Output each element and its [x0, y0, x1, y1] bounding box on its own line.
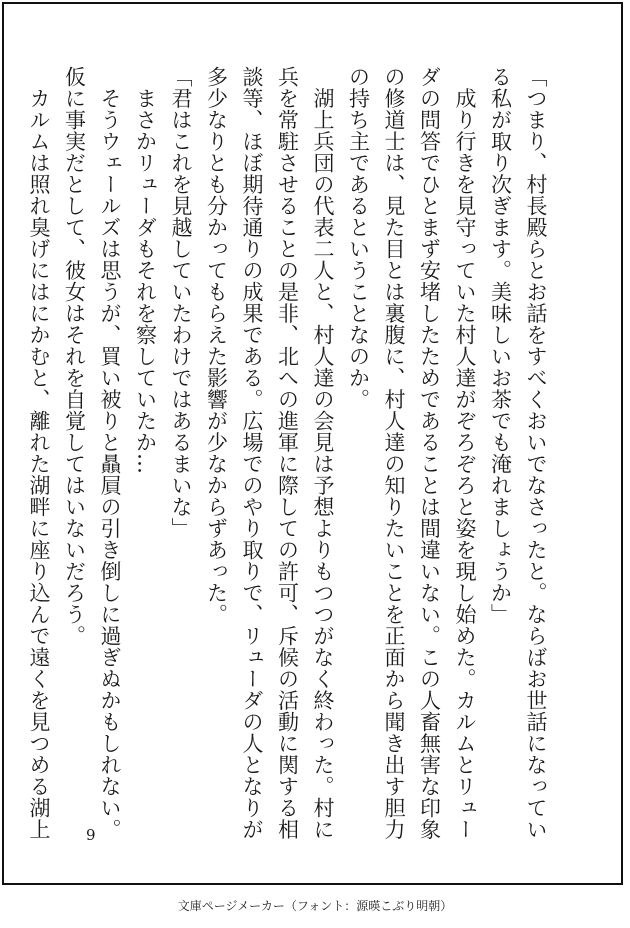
text-line-4: ダの問答でひとまず安堵したためであることは間違いない。この人畜無害な印象 — [417, 66, 442, 840]
text-line-6: の持ち主であるということなのか。 — [346, 66, 371, 410]
body-text — [27, 66, 553, 840]
text-line-13: そうウェールズは思うが、買い被りと贔屓の引き倒しに過ぎぬかもしれない。 — [98, 66, 122, 840]
text-line-3: 成り行きを見守っていた村人達がぞろぞろと姿を現し始めた。カルムとリュー — [453, 66, 477, 840]
text-line-1: 「つまり、村長殿らとお話をすべくおいでなさったと。ならばお世話になってい — [524, 66, 548, 840]
text-line-10: 多少なりとも分かってもらえた影響が少なからずあった。 — [204, 66, 229, 625]
text-line-11: 「君はこれを見越していたわけではあるまいな」 — [169, 66, 193, 539]
page-frame — [2, 2, 623, 885]
footer-credit: 文庫ページメーカー（フォント：源暎こぶり明朝） — [177, 899, 453, 913]
text-line-14: 仮に事実だとして、彼女はそれを自覚してはいないだろう。 — [62, 66, 87, 647]
text-line-5: の修道士は、見た目とは裏腹に、村人達の知りたいことを正面から聞き出す胆力 — [382, 66, 406, 840]
text-line-12: まさかリューダもそれを察していたか… — [133, 66, 158, 475]
text-line-9: 談等、ほぼ期待通りの成果である。広場でのやり取りで、リューダの人となりが — [240, 66, 264, 840]
text-line-8: 兵を常駐させることの是非、北への進軍に際しての許可、斥候の活動に関する相 — [275, 66, 300, 840]
page-number: 9 — [86, 826, 96, 844]
text-line-2: る私が取り次ぎます。美味しいお茶でも淹れましょうか」 — [488, 66, 513, 625]
text-line-15: カルムは照れ臭げにはにかむと、離れた湖畔に座り込んで遠くを見つめる湖上 — [27, 66, 51, 840]
text-line-7: 湖上兵団の代表二人と、村人達の会見は予想よりもつつがなく終わった。村に — [311, 66, 335, 840]
